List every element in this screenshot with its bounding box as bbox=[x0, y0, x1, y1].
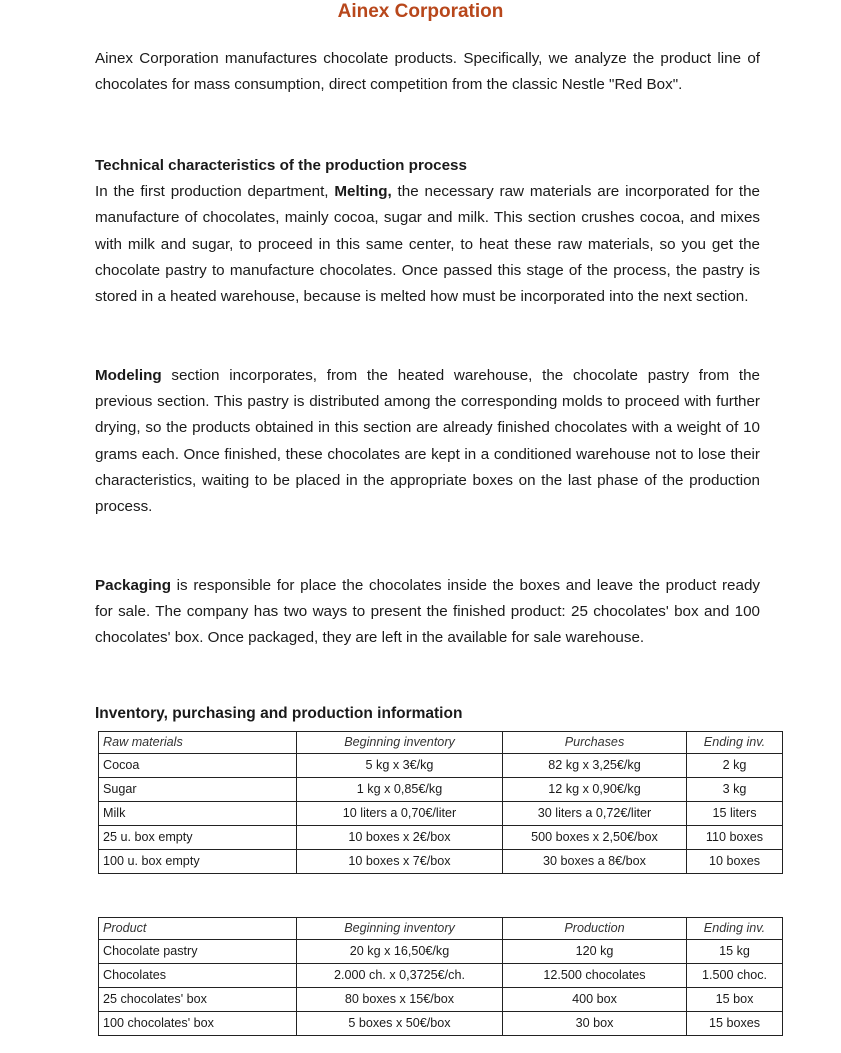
table-cell: 25 chocolates' box bbox=[99, 988, 297, 1012]
table-row bbox=[99, 850, 783, 874]
table-cell: Sugar bbox=[99, 778, 297, 802]
table-cell: 1 kg x 0,85€/kg bbox=[297, 778, 503, 802]
table-cell: 400 box bbox=[503, 988, 687, 1012]
table-cell: 110 boxes bbox=[687, 826, 783, 850]
table-cell: Chocolate pastry bbox=[99, 940, 297, 964]
table-cell: 12.500 chocolates bbox=[503, 964, 687, 988]
table-cell: 100 u. box empty bbox=[99, 850, 297, 874]
intro-paragraph: Ainex Corporation manufactures chocolate products. Specifically, we analyze the product line of chocolates for mass consumption, direct competition from the classic Nestle "Red Box". bbox=[95, 50, 760, 94]
column-header: Beginning inventory bbox=[297, 918, 503, 940]
table-cell: Milk bbox=[99, 802, 297, 826]
table-cell: 500 boxes x 2,50€/box bbox=[503, 826, 687, 850]
modeling-text: section incorporates, from the heated warehouse, the chocolate pastry from the previous section. This pastry is distributed among the corresponding molds to proceed with further drying, so the products obtained in this section are already finished chocolates with a weight of 10 grams each. Once finished, these chocolates are kept in a conditioned warehouse not to lose their characteristics, waiting to be placed in the appropriate boxes on the last phase of the production process. bbox=[95, 367, 760, 516]
column-header: Product bbox=[99, 918, 297, 940]
table-cell: Cocoa bbox=[99, 754, 297, 778]
table-cell: 82 kg x 3,25€/kg bbox=[503, 754, 687, 778]
table-cell: 30 box bbox=[503, 1012, 687, 1036]
table-row bbox=[99, 964, 783, 988]
table-cell: 30 boxes a 8€/box bbox=[503, 850, 687, 874]
table-cell: 12 kg x 0,90€/kg bbox=[503, 778, 687, 802]
column-header: Raw materials bbox=[99, 732, 297, 754]
table-cell: 10 boxes x 7€/box bbox=[297, 850, 503, 874]
table-cell: 2 kg bbox=[687, 754, 783, 778]
table-cell: 25 u. box empty bbox=[99, 826, 297, 850]
table-cell: 100 chocolates' box bbox=[99, 1012, 297, 1036]
table-row bbox=[99, 1012, 783, 1036]
table-cell: 5 boxes x 50€/box bbox=[297, 1012, 503, 1036]
table-cell: 80 boxes x 15€/box bbox=[297, 988, 503, 1012]
table-cell: 15 kg bbox=[687, 940, 783, 964]
table-cell: 5 kg x 3€/kg bbox=[297, 754, 503, 778]
melting-term: Melting, bbox=[334, 183, 392, 201]
table-row bbox=[99, 802, 783, 826]
table-row bbox=[99, 754, 783, 778]
column-header: Beginning inventory bbox=[297, 732, 503, 754]
table-cell: 15 boxes bbox=[687, 1012, 783, 1036]
packaging-paragraph bbox=[95, 573, 760, 652]
section-heading: Technical characteristics of the production process bbox=[95, 157, 467, 174]
melting-text: the necessary raw materials are incorporated for the manufacture of chocolates, mainly cocoa, sugar and milk. This section crushes cocoa, and mixes with milk and sugar, to proceed in this same center, to heat these raw materials, so you get the chocolate pastry to manufacture chocolates. Once passed this stage of the process, the pastry is stored in a heated warehouse, because is melted how must be incorporated into the next section. bbox=[95, 183, 760, 306]
modeling-paragraph bbox=[95, 363, 760, 520]
table-cell: 2.000 ch. x 0,3725€/ch. bbox=[297, 964, 503, 988]
melting-text-start: In the first production department, bbox=[95, 183, 335, 201]
table-cell: 1.500 choc. bbox=[687, 964, 783, 988]
table-caption: Inventory, purchasing and production information bbox=[95, 705, 463, 722]
table-cell: 3 kg bbox=[687, 778, 783, 802]
table-cell: 20 kg x 16,50€/kg bbox=[297, 940, 503, 964]
column-header: Ending inv. bbox=[687, 732, 783, 754]
table-header-row bbox=[99, 732, 783, 754]
table-cell: 15 liters bbox=[687, 802, 783, 826]
table-cell: Chocolates bbox=[99, 964, 297, 988]
table-cell: 10 boxes x 2€/box bbox=[297, 826, 503, 850]
table-cell: 30 liters a 0,72€/liter bbox=[503, 802, 687, 826]
table-header-row bbox=[99, 918, 783, 940]
column-header: Production bbox=[503, 918, 687, 940]
products-table bbox=[98, 917, 783, 1036]
melting-section bbox=[95, 153, 760, 310]
document-title: Ainex Corporation bbox=[337, 1, 504, 22]
table-row bbox=[99, 988, 783, 1012]
table-cell: 120 kg bbox=[503, 940, 687, 964]
packaging-text: is responsible for place the chocolates inside the boxes and leave the product ready for sale. The company has two ways to present the finished product: 25 chocolates' box and 100 chocolates' box. Once packaged, they are left in the available for sale warehouse. bbox=[95, 577, 760, 647]
packaging-term: Packaging bbox=[95, 577, 171, 594]
table-row bbox=[99, 778, 783, 802]
modeling-term: Modeling bbox=[95, 367, 162, 384]
raw-materials-table bbox=[98, 731, 783, 874]
table-row bbox=[99, 826, 783, 850]
column-header: Ending inv. bbox=[687, 918, 783, 940]
column-header: Purchases bbox=[503, 732, 687, 754]
table-cell: 15 box bbox=[687, 988, 783, 1012]
table-row bbox=[99, 940, 783, 964]
table-cell: 10 boxes bbox=[687, 850, 783, 874]
table-cell: 10 liters a 0,70€/liter bbox=[297, 802, 503, 826]
